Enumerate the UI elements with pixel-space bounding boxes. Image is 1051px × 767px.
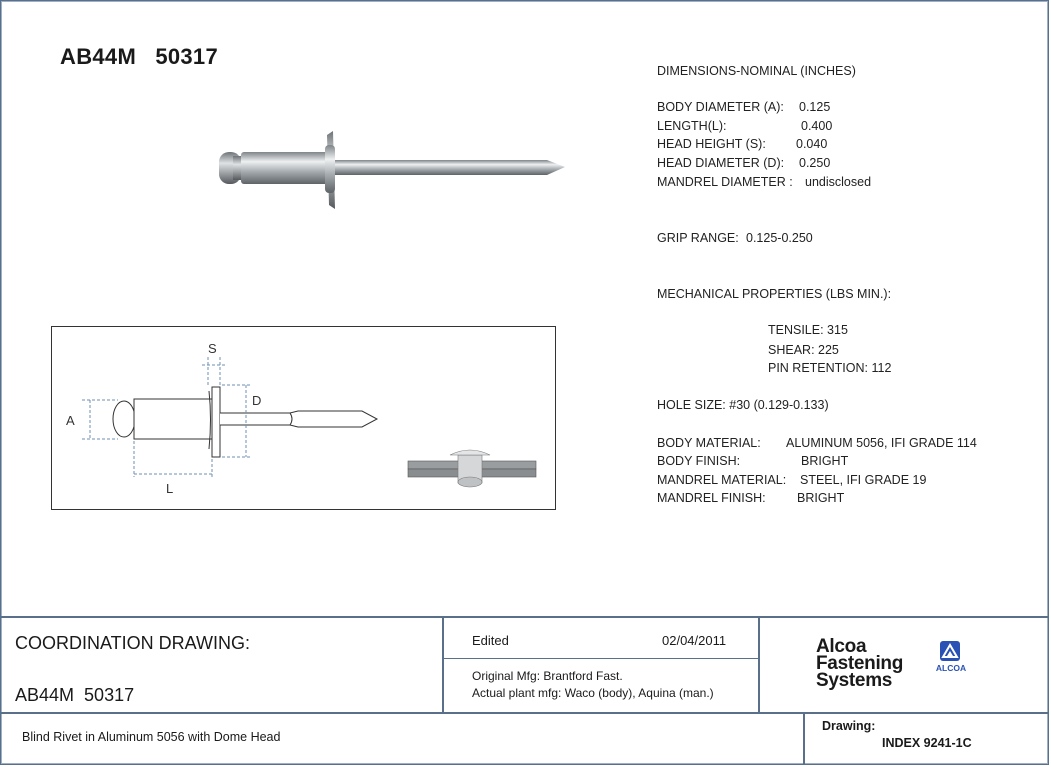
body-material-value: ALUMINUM 5056, IFI GRADE 114 — [786, 436, 977, 450]
hole-size: HOLE SIZE: #30 (0.129-0.133) — [657, 398, 829, 412]
part-description: Blind Rivet in Aluminum 5056 with Dome Head — [22, 730, 281, 744]
titleblock-divider-h — [442, 658, 759, 659]
titleblock-divider-3 — [803, 712, 805, 765]
alcoa-logo-icon — [928, 640, 974, 674]
length-label: LENGTH(L): — [657, 119, 727, 133]
mandrel-diameter-label: MANDREL DIAMETER : — [657, 175, 793, 189]
edited-date: 02/04/2011 — [662, 633, 727, 648]
label-s: S — [208, 341, 217, 356]
body-diameter-label: BODY DIAMETER (A): — [657, 100, 784, 114]
label-d: D — [252, 393, 262, 408]
body-material-label: BODY MATERIAL: — [657, 436, 761, 450]
body-diameter-value: 0.125 — [799, 100, 831, 114]
body-finish-label: BODY FINISH: — [657, 454, 741, 468]
grip-range-label: GRIP RANGE: — [657, 231, 739, 245]
head-diameter-value: 0.250 — [799, 156, 831, 170]
titleblock-part-code: AB44M — [15, 685, 75, 705]
tensile: TENSILE: 315 — [768, 323, 848, 337]
part-title — [60, 44, 218, 70]
company-line-2: Fastening — [816, 653, 904, 674]
part-number: 50317 — [155, 44, 219, 69]
head-diameter-label: HEAD DIAMETER (D): — [657, 156, 785, 170]
head-height-label: HEAD HEIGHT (S): — [657, 137, 766, 151]
mandrel-finish-value: BRIGHT — [797, 491, 845, 505]
actual-mfg: Actual plant mfg: Waco (body), Aquina (man.) — [472, 686, 714, 700]
company-line-1: Alcoa — [816, 636, 867, 657]
label-l: L — [166, 481, 174, 496]
coordination-part — [15, 685, 134, 706]
mandrel-finish-label: MANDREL FINISH: — [657, 491, 766, 505]
pin-retention: PIN RETENTION: 112 — [768, 361, 892, 375]
company-name — [816, 638, 916, 689]
titleblock-mid-line — [0, 712, 1049, 714]
part-code: AB44M — [60, 44, 137, 69]
installed-rivet-section — [408, 450, 536, 487]
company-line-3: Systems — [816, 670, 893, 691]
titleblock-part-number: 50317 — [84, 685, 135, 705]
edited-label: Edited — [472, 633, 509, 648]
drawing-index: INDEX 9241-1C — [882, 736, 972, 750]
coordination-label: COORDINATION DRAWING: — [15, 633, 250, 653]
rivet-drawing — [51, 326, 556, 510]
alcoa-logo-text: ALCOA — [935, 663, 967, 673]
mandrel-diameter-value: undisclosed — [805, 175, 872, 189]
length-value: 0.400 — [801, 119, 833, 133]
rivet-drawing-svg — [52, 327, 555, 509]
mandrel-material-label: MANDREL MATERIAL: — [657, 473, 787, 487]
titleblock-top-line — [0, 616, 1049, 618]
mandrel-material-value: STEEL, IFI GRADE 19 — [800, 473, 927, 487]
body-finish-value: BRIGHT — [801, 454, 849, 468]
titleblock-divider-1 — [442, 616, 444, 714]
label-a: A — [66, 413, 75, 428]
head-height-value: 0.040 — [796, 137, 828, 151]
mechanical-heading: MECHANICAL PROPERTIES (LBS MIN.): — [657, 287, 892, 301]
original-mfg: Original Mfg: Brantford Fast. — [472, 669, 623, 683]
grip-range-value: 0.125-0.250 — [746, 231, 813, 245]
rivet-photo — [215, 125, 575, 215]
alcoa-logo — [928, 640, 974, 674]
dimensions-heading: DIMENSIONS-NOMINAL (INCHES) — [657, 64, 856, 78]
shear: SHEAR: 225 — [768, 343, 839, 357]
titleblock-divider-2 — [758, 616, 760, 714]
drawing-label: Drawing: — [822, 719, 876, 733]
